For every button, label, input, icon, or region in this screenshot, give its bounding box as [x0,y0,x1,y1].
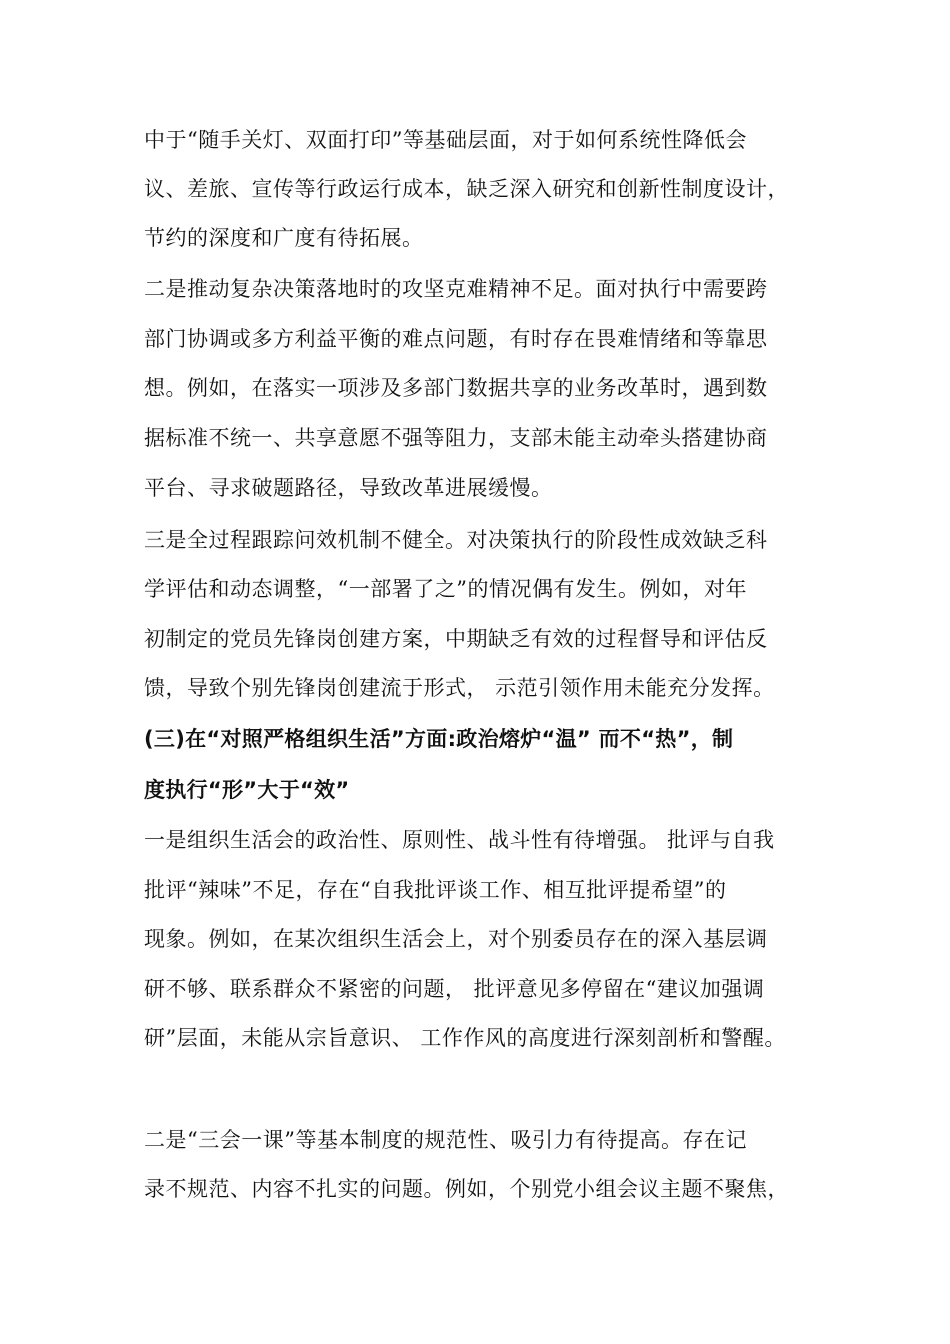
text-line: 现象。例如，在某次组织生活会上，对个别委员存在的深入基层调 [144,927,768,951]
text-line: 二是推动复杂决策落地时的攻坚克难精神不足。面对执行中需要跨 [144,277,768,301]
text-line: 中于“随手关灯、双面打印”等基础层面，对于如何系统性降低会 [144,128,747,152]
text-line: 馈，导致个别先锋岗创建流于形式， 示范引领作用未能充分发挥。 [144,676,775,700]
text-line: 研”层面，未能从宗旨意识、 工作作风的高度进行深刻剖析和警醒。 [144,1026,786,1050]
text-line: 录不规范、内容不扎实的问题。例如，个别党小组会议主题不聚焦， [144,1177,789,1201]
text-line: 据标准不统一、共享意愿不强等阻力，支部未能主动牵头搭建协商 [144,426,768,450]
text-line: 二是“三会一课”等基本制度的规范性、吸引力有待提高。存在记 [144,1128,747,1152]
text-line: 三是全过程跟踪问效机制不健全。对决策执行的阶段性成效缺乏科 [144,528,768,552]
text-line: 一是组织生活会的政治性、原则性、战斗性有待增强。 批评与自我 [144,828,775,852]
text-line: 学评估和动态调整，“一部署了之”的情况偶有发生。例如，对年 [144,577,747,601]
text-line: 节约的深度和广度有待拓展。 [144,226,424,250]
text-line: 议、差旅、宣传等行政运行成本，缺乏深入研究和创新性制度设计， [144,177,789,201]
text-line: 平台、寻求破题路径，导致改革进展缓慢。 [144,476,553,500]
section-heading: 度执行“形”大于“效” [144,778,350,802]
text-line: 初制定的党员先锋岗创建方案，中期缺乏有效的过程督导和评估反 [144,627,768,651]
text-line: 部门协调或多方利益平衡的难点问题，有时存在畏难情绪和等靠思 [144,327,768,351]
text-line: 研不够、联系群众不紧密的问题， 批评意见多停留在“建议加强调 [144,977,765,1001]
text-line: 想。例如，在落实一项涉及多部门数据共享的业务改革时，遇到数 [144,376,768,400]
section-heading: (三)在“对照严格组织生活”方面:政治熔炉“温” 而不“热”，制 [144,727,734,751]
text-line: 批评“辣味”不足，存在“自我批评谈工作、相互批评提希望”的 [144,878,727,902]
